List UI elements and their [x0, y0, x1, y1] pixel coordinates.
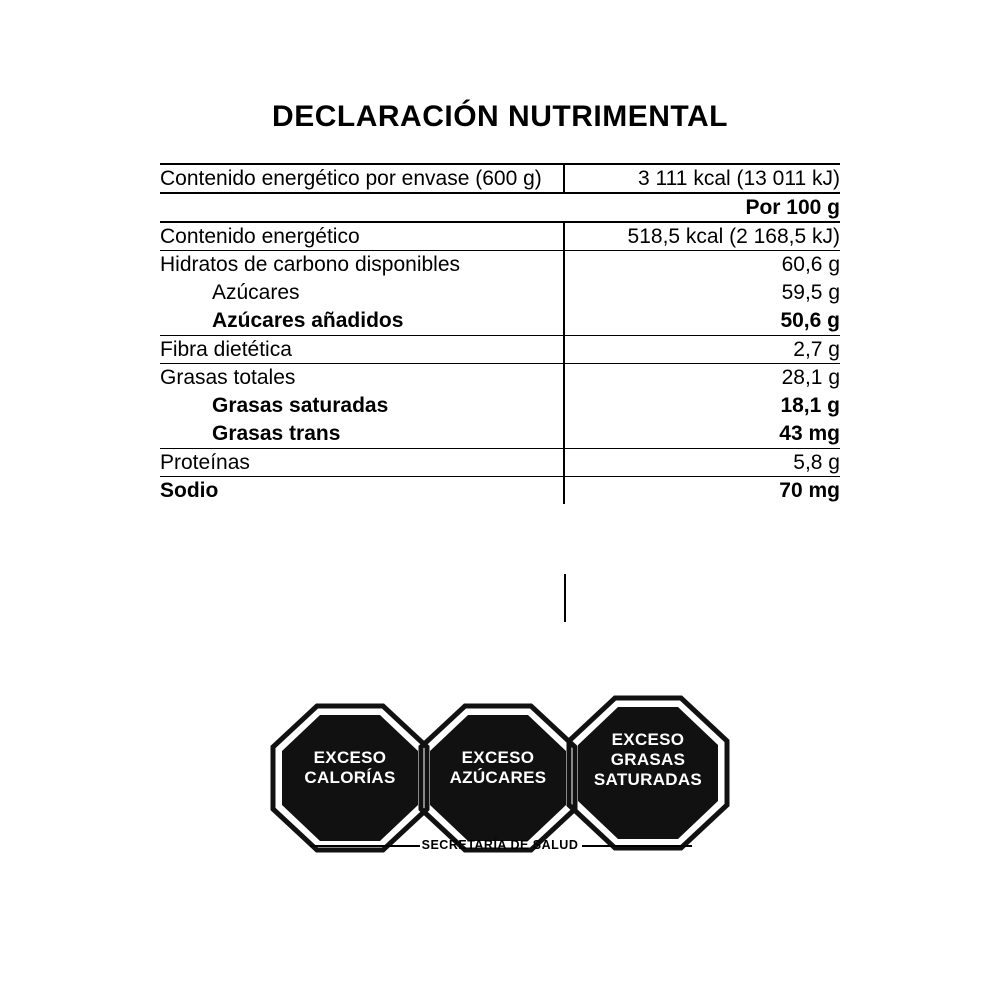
page-title: DECLARACIÓN NUTRIMENTAL: [272, 100, 728, 133]
warning-seal-grasas-saturadas: [566, 695, 730, 851]
seal-line-2: AZÚCARES: [449, 768, 547, 787]
row-value: 518,5 kcal (2 168,5 kJ): [564, 222, 840, 251]
row-value: 28,1 g: [781, 366, 840, 389]
row-value-group: [564, 364, 840, 449]
row-label: Sodio: [160, 477, 564, 505]
row-value: 70 mg: [564, 477, 840, 505]
warning-seals-group: [270, 695, 730, 870]
row-value: 60,6 g: [781, 253, 840, 276]
seal-text: [566, 730, 730, 790]
table-row-energy: [160, 222, 840, 251]
nutrition-table: [160, 163, 840, 504]
footer-label: SECRETARÍA DE SALUD: [421, 838, 579, 852]
warning-seal-calorias: [270, 703, 430, 853]
table-row-sodium: [160, 477, 840, 505]
row-value: 50,6 g: [780, 309, 840, 332]
table-row-carbohydrates-group: [160, 251, 840, 336]
row-label-group: [160, 364, 564, 449]
row-label: Hidratos de carbono disponibles: [160, 253, 461, 276]
table-row-fats-group: [160, 364, 840, 449]
row-label-group: [160, 251, 564, 336]
row-label: Contenido energético por envase (600 g): [160, 164, 564, 193]
row-label: Proteínas: [160, 449, 564, 477]
seal-line-1: EXCESO: [313, 748, 387, 767]
row-label: Azúcares añadidos: [212, 309, 404, 332]
seal-text: [418, 748, 578, 788]
table-row-per100g-header: [160, 193, 840, 222]
seal-text: [270, 748, 430, 788]
seal-line-1: EXCESO: [611, 730, 685, 749]
row-value: 59,5 g: [781, 281, 840, 304]
seal-line-3: SATURADAS: [593, 770, 703, 789]
seals-footer: [270, 838, 730, 869]
row-value: 3 111 kcal (13 011 kJ): [564, 164, 840, 193]
table-row-package-energy: [160, 164, 840, 193]
row-label: Grasas saturadas: [212, 394, 389, 417]
warning-seal-azucares: [418, 703, 578, 853]
row-value: 43 mg: [779, 422, 840, 445]
row-label: Contenido energético: [160, 222, 564, 251]
table-row-protein: [160, 449, 840, 477]
row-value-group: [564, 251, 840, 336]
row-label: Azúcares: [212, 281, 300, 304]
table-vertical-divider-stub: [564, 574, 566, 622]
seal-line-1: EXCESO: [461, 748, 535, 767]
row-label-empty: [160, 193, 564, 222]
row-value: 18,1 g: [780, 394, 840, 417]
row-value: 5,8 g: [564, 449, 840, 477]
table-row-fiber: [160, 336, 840, 364]
row-label: Fibra dietética: [160, 336, 564, 364]
row-label: Grasas totales: [160, 366, 296, 389]
row-label: Grasas trans: [212, 422, 341, 445]
seal-line-2: GRASAS: [610, 750, 686, 769]
per-100g-header: Por 100 g: [564, 193, 840, 222]
seal-line-2: CALORÍAS: [304, 768, 396, 787]
row-value: 2,7 g: [564, 336, 840, 364]
